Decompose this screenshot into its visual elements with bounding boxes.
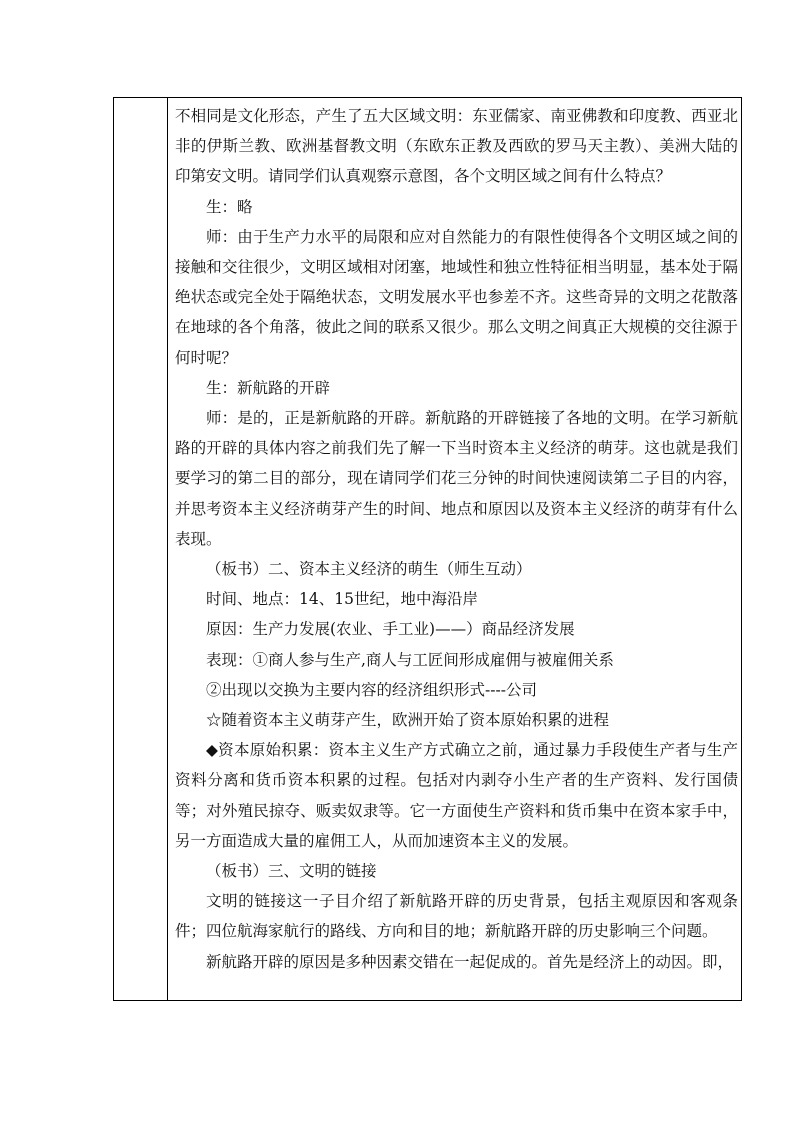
paragraph-student-answer-1: 生：略 <box>206 197 253 216</box>
paragraph-teacher-explanation-2: 师：是的，正是新航路的开辟。新航路的开辟链接了各地的文明。在学习新航路的开辟的具体内容之前我们先了解一下当时资本主义经济的萌芽。这也就是我们要学习的第二目的部分，现在请同学们花三分钟的时间快速阅读第二子目的内容，并思考资本主义经济萌芽产生的时间、地点和原因以及资本主义经济的萌芽有什么表现。 <box>175 409 738 548</box>
paragraph-board-heading-3: （板书）三、文明的链接 <box>206 862 377 881</box>
paragraph-board-heading-2: （板书）二、资本主义经济的萌生（师生互动） <box>206 560 532 579</box>
paragraph-civilizations: 不相同是文化形态，产生了五大区域文明：东亚儒家、南亚佛教和印度教、西亚北非的伊斯兰教、欧洲基督教文明（东欧东正教及西欧的罗马天主教）、美洲大陆的印第安文明。请同学们认真观察示意图，各个文明区域之间有什么特点？ <box>175 107 738 186</box>
paragraph-time-place: 时间、地点：14、15世纪，地中海沿岸 <box>206 590 478 609</box>
paragraph-accumulation-note: ☆随着资本主义萌芽产生，欧洲开始了资本原始积累的进程 <box>206 711 610 730</box>
paragraph-manifestation-2: ②出现以交换为主要内容的经济组织形式----公司 <box>206 680 537 699</box>
paragraph-student-answer-2: 生：新航路的开辟 <box>206 378 331 397</box>
paragraph-primitive-accumulation: ◆资本原始积累：资本主义生产方式确立之前，通过暴力手段使生产者与生产资料分离和货币资本积累的过程。包括对内剥夺小生产者的生产资料、发行国债等；对外殖民掠夺、贩卖奴隶等。它一方面使生产资料和货币集中在资本家手中，另一方面造成大量的雇佣工人，从而加速资本主义的发展。 <box>175 741 738 850</box>
paragraph-cause: 原因：生产力发展(农业、手工业)——）商品经济发展 <box>206 620 575 639</box>
table-left-cell <box>114 98 168 1000</box>
table-content-cell <box>168 98 741 1000</box>
paragraph-teacher-explanation-1: 师：由于生产力水平的局限和应对自然能力的有限性使得各个文明区域之间的接触和交往很少，文明区域相对闭塞，地域性和独立性特征相当明显，基本处于隔绝状态或完全处于隔绝状态，文明发展水平也参差不齐。这些奇异的文明之花散落在地球的各个角落，彼此之间的联系又很少。那么文明之间真正大规模的交往源于何时呢？ <box>175 227 738 367</box>
lesson-plan-table <box>113 97 742 1001</box>
paragraph-link-overview: 文明的链接这一子目介绍了新航路开辟的历史背景，包括主观原因和客观条件；四位航海家航行的路线、方向和目的地；新航路开辟的历史影响三个问题。 <box>175 892 738 941</box>
paragraph-manifestation-1: 表现：①商人参与生产,商人与工匠间形成雇佣与被雇佣关系 <box>206 650 614 669</box>
paragraph-route-causes: 新航路开辟的原因是多种因素交错在一起促成的。首先是经济上的动因。即， <box>206 952 734 971</box>
